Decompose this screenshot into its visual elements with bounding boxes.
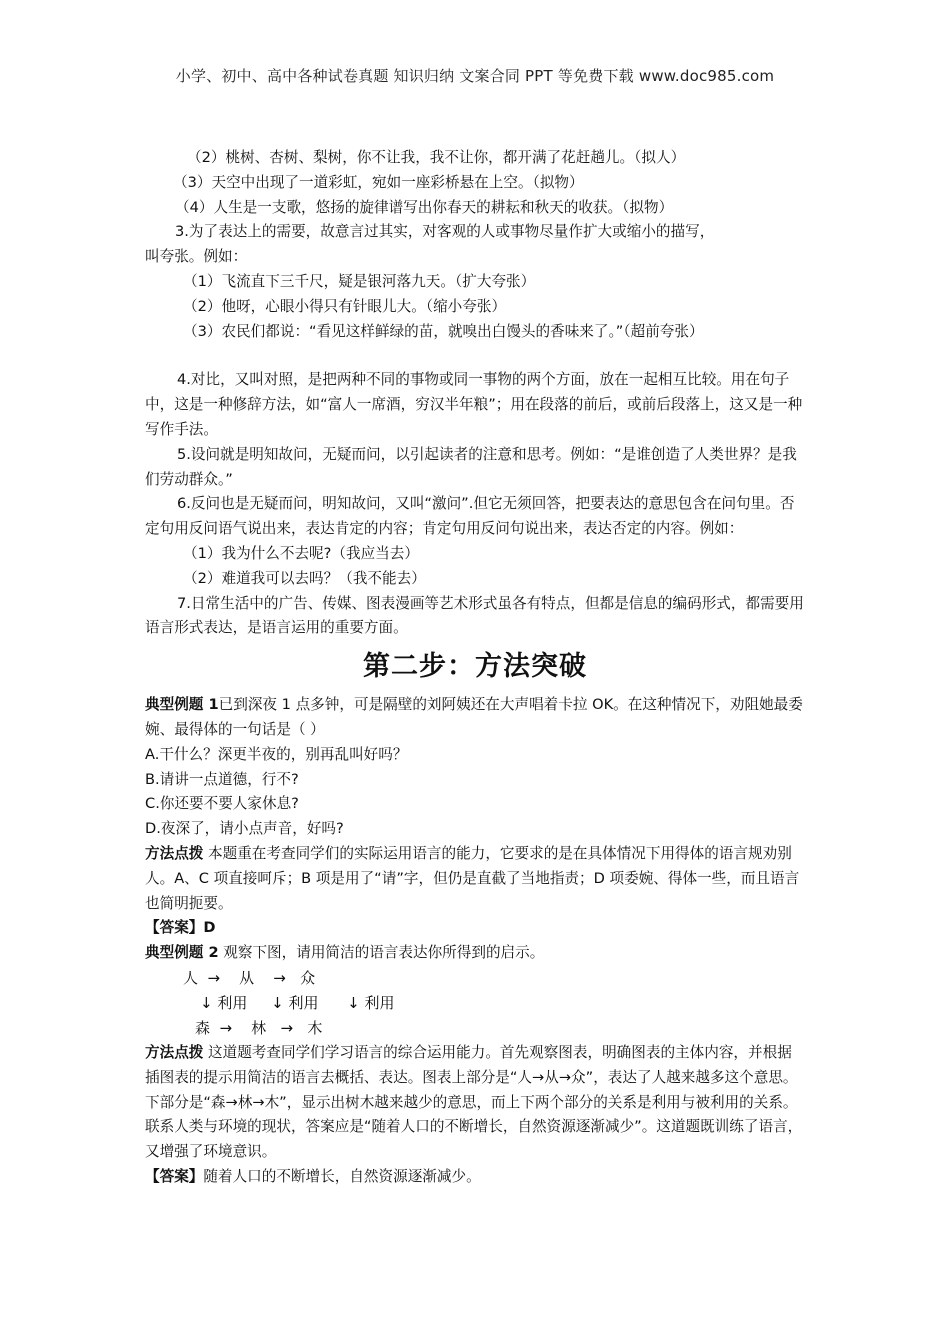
- example-2-question: [145, 941, 805, 966]
- exaggeration-example-1: （1）飞流直下三千尺，疑是银河落九天。（扩大夸张）: [183, 272, 536, 290]
- example-1-answer: 【答案】D: [145, 919, 216, 937]
- personification-example-4: （4）人生是一支歌，悠扬的旋律谱写出你春天的耕耘和秋天的收获。（拟物）: [175, 198, 674, 216]
- section-title: 第二步：方法突破: [363, 651, 587, 683]
- personification-example-3: （3）天空中出现了一道彩虹，宛如一座彩桥悬在上空。（拟物）: [173, 173, 584, 191]
- diagram-row-trees: 森 → 林 → 木: [195, 1018, 323, 1037]
- answer-2-label: 【答案】: [145, 1167, 204, 1185]
- contrast-paragraph: 4.对比，又叫对照，是把两种不同的事物或同一事物的两个方面，放在一起相互比较。用在句子中，这是一种修辞方法，如“富人一席酒，穷汉半年粮”；用在段落的前后，或前后段落上，这又是一种写作手法。: [145, 371, 803, 438]
- example-1-tip: [145, 842, 805, 916]
- rhetorical-example-1: （1）我为什么不去呢?（我应当去）: [183, 544, 419, 562]
- exaggeration-definition: 3.为了表达上的需要，故意言过其实，对客观的人或事物尽量作扩大或缩小的描写，: [175, 223, 715, 241]
- rhetorical-paragraph: 6.反问也是无疑而问，明知故问，又叫“激问”.但它无须回答，把要表达的意思包含在问句里。否定句用反问语气说出来，表达肯定的内容；肯定句用反问句说出来，表达否定的内容。例如：: [145, 495, 795, 538]
- question-paragraph: 5.设问就是明知故问，无疑而问，以引起读者的注意和思考。例如：“是谁创造了人类世界？是我们劳动群众。”: [145, 445, 797, 488]
- exaggeration-example-3: （3）农民们都说：“看见这样鲜绿的苗，就嗅出白馒头的香味来了。”（超前夸张）: [183, 322, 704, 340]
- option-d: D.夜深了，请小点声音，好吗?: [145, 820, 344, 838]
- page-header: 小学、初中、高中各种试卷真题 知识归纳 文案合同 PPT 等免费下载 www.doc985.com: [175, 67, 775, 85]
- exaggeration-definition-cont: 叫夸张。例如：: [145, 248, 248, 266]
- word-diagram: [145, 966, 805, 1041]
- example-2-text: 观察下图，请用简洁的语言表达你所得到的启示。: [218, 944, 545, 962]
- option-b: B.请讲一点道德，行不?: [145, 770, 299, 788]
- answer-2-text: 随着人口的不断增长，自然资源逐渐减少。: [203, 1167, 481, 1185]
- example-1-label: 典型例题 1: [145, 696, 219, 714]
- tip-2-label: 方法点拨: [145, 1043, 204, 1061]
- daily-life-paragraph: 7.日常生活中的广告、传媒、图表漫画等艺术形式虽各有特点，但都是信息的编码形式，都需要用语言形式表达，是语言运用的重要方面。: [145, 594, 804, 637]
- example-2-label: 典型例题 2: [145, 944, 219, 962]
- example-1-question: [145, 693, 805, 743]
- diagram-row-use: ↓ 利用 ↓ 利用 ↓ 利用: [200, 993, 395, 1012]
- example-1-text: 已到深夜 1 点多钟，可是隔壁的刘阿姨还在大声唱着卡拉 OK。在这种情况下，劝阻她最委婉、最得体的一句话是（ ）: [145, 696, 803, 738]
- tip-1-text: 本题重在考查同学们的实际运用语言的能力，它要求的是在具体情况下用得体的语言规劝别人。A、C 项直接呵斥；B 项是用了“请”字，但仍是直截了当地指责；D 项委婉、得体一些，而且语言也简明扼要。: [145, 844, 800, 912]
- tip-2-text: 这道题考查同学们学习语言的综合运用能力。首先观察图表，明确图表的主体内容，并根据插图表的提示用简洁的语言去概括、表达。图表上部分是“人→从→众”，表达了人越来越多这个意思。下部分是“森→林→木”，显示出树木越来越少的意思，而上下两个部分的关系是利用与被利用的关系。联系人类与环境的现状，答案应是“随着人口的不断增长，自然资源逐渐减少”。这道题既训练了语言，又增强了环境意识。: [145, 1043, 803, 1161]
- document-body: [145, 146, 805, 1190]
- example-2-answer: [145, 1165, 805, 1190]
- rhetorical-example-2: （2）难道我可以去吗？（我不能去）: [183, 569, 426, 587]
- option-a: A.干什么？深更半夜的，别再乱叫好吗？: [145, 745, 408, 763]
- option-c: C.你还要不要人家休息?: [145, 795, 299, 813]
- personification-example-2: （2）桃树、杏树、梨树，你不让我，我不让你，都开满了花赶趟儿。（拟人）: [187, 149, 686, 166]
- diagram-row-people: 人 → 从 → 众: [183, 968, 316, 987]
- example-2-tip: [145, 1041, 805, 1165]
- tip-1-label: 方法点拨: [145, 844, 204, 862]
- exaggeration-example-2: （2）他呀，心眼小得只有针眼儿大。（缩小夸张）: [183, 297, 507, 315]
